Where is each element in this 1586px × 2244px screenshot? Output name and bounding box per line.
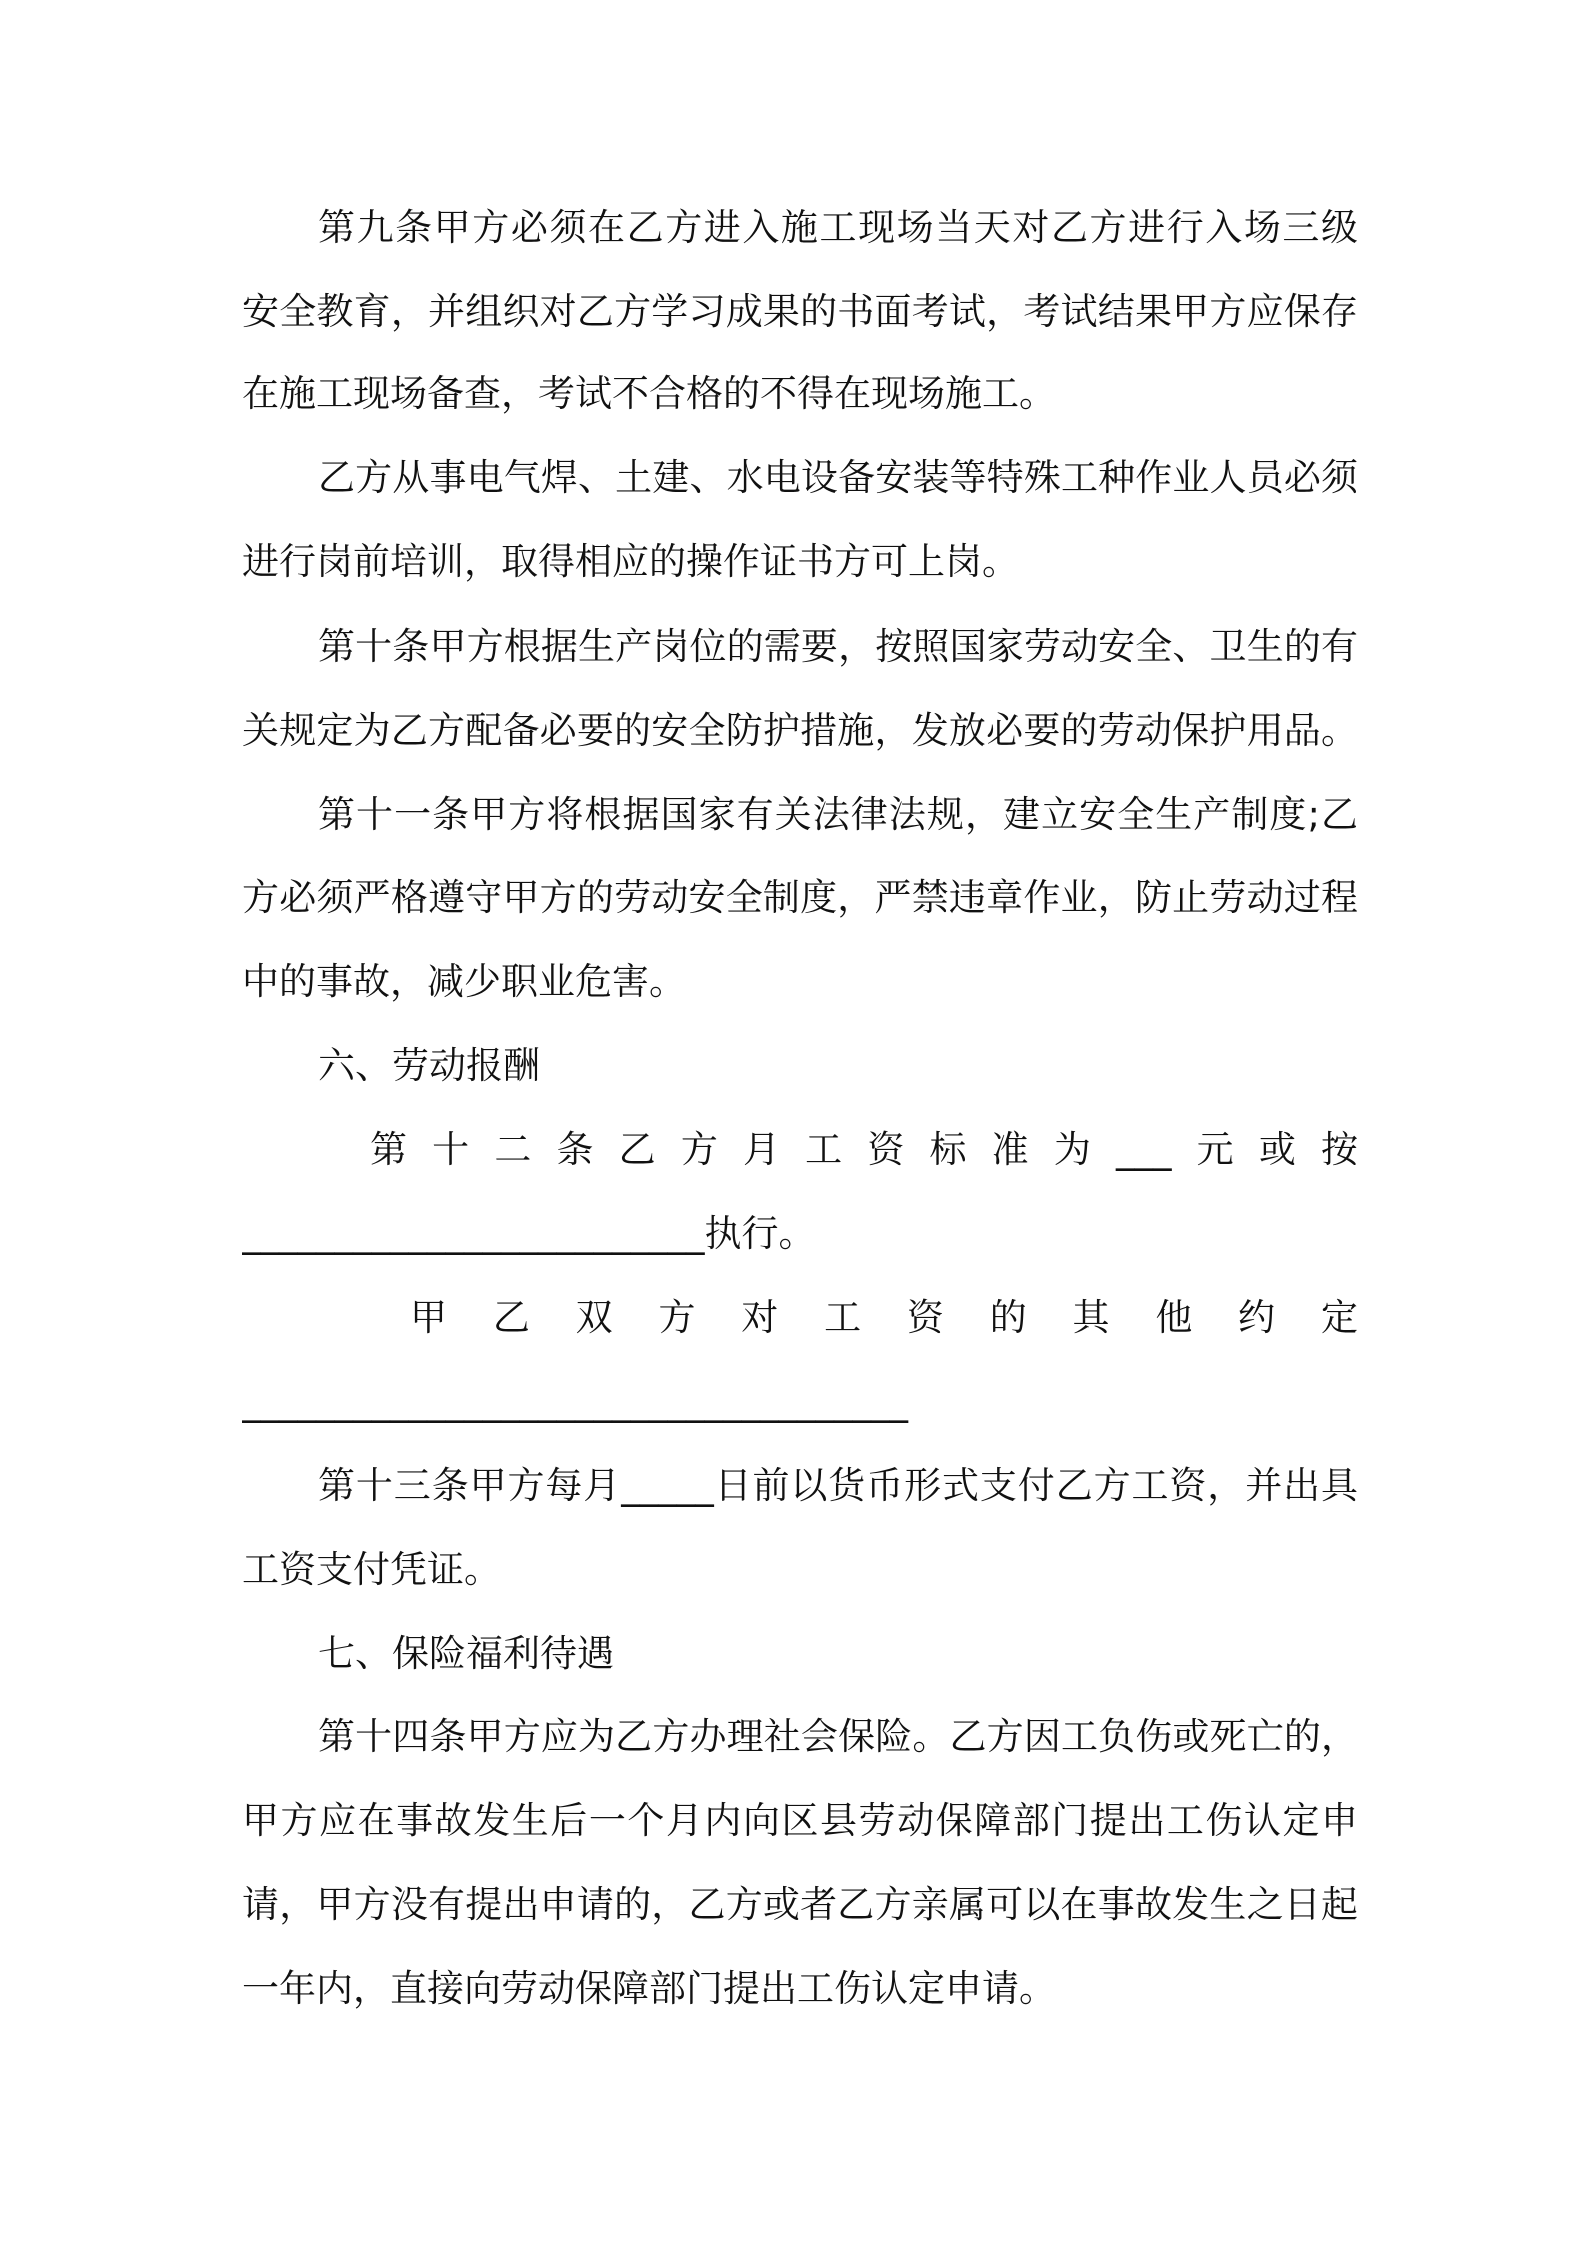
article-11-line-2: 方必须严格遵守甲方的劳动安全制度，严禁违章作业，防止劳动过程 [242, 876, 1358, 919]
article-12-line-2: _________________________执行。 [242, 1212, 816, 1255]
article-11-line-3: 中的事故，减少职业危害。 [242, 960, 686, 1003]
article-9-line-3: 在施工现场备查，考试不合格的不得在现场施工。 [242, 372, 1056, 415]
article-14-line-1: 第十四条甲方应为乙方办理社会保险。乙方因工负伤或死亡的， [318, 1715, 1358, 1758]
article-9-line-2: 安全教育，并组织对乙方学习成果的书面考试，考试结果甲方应保存 [242, 290, 1358, 333]
section-6-heading: 六、劳动报酬 [318, 1044, 540, 1087]
article-14-line-4: 一年内，直接向劳动保障部门提出工伤认定申请。 [242, 1967, 1056, 2010]
article-9b-line-1: 乙方从事电气焊、土建、水电设备安装等特殊工种作业人员必须 [318, 456, 1358, 499]
article-10-line-1: 第十条甲方根据生产岗位的需要，按照国家劳动安全、卫生的有 [318, 625, 1358, 668]
section-7-heading: 七、保险福利待遇 [318, 1632, 614, 1675]
article-10-line-2: 关规定为乙方配备必要的安全防护措施，发放必要的劳动保护用品。 [242, 709, 1358, 752]
article-12-line-1: 第十二条乙方月工资标准为___元或按 [370, 1128, 1358, 1171]
article-11-line-1: 第十一条甲方将根据国家有关法律法规，建立安全生产制度;乙 [318, 793, 1358, 836]
article-12b-line-1: 甲乙双方对工资的其他约定 [410, 1296, 1358, 1339]
article-9-line-1: 第九条甲方必须在乙方进入施工现场当天对乙方进行入场三级 [318, 206, 1358, 249]
article-13-line-2: 工资支付凭证。 [242, 1548, 501, 1591]
article-12b-line-2: ____________________________________ [242, 1380, 908, 1423]
article-14-line-2: 甲方应在事故发生后一个月内向区县劳动保障部门提出工伤认定申 [242, 1799, 1358, 1842]
article-14-line-3: 请，甲方没有提出申请的，乙方或者乙方亲属可以在事故发生之日起 [242, 1883, 1358, 1926]
article-9b-line-2: 进行岗前培训，取得相应的操作证书方可上岗。 [242, 540, 1019, 583]
article-13-line-1: 第十三条甲方每月_____日前以货币形式支付乙方工资，并出具 [318, 1464, 1358, 1507]
